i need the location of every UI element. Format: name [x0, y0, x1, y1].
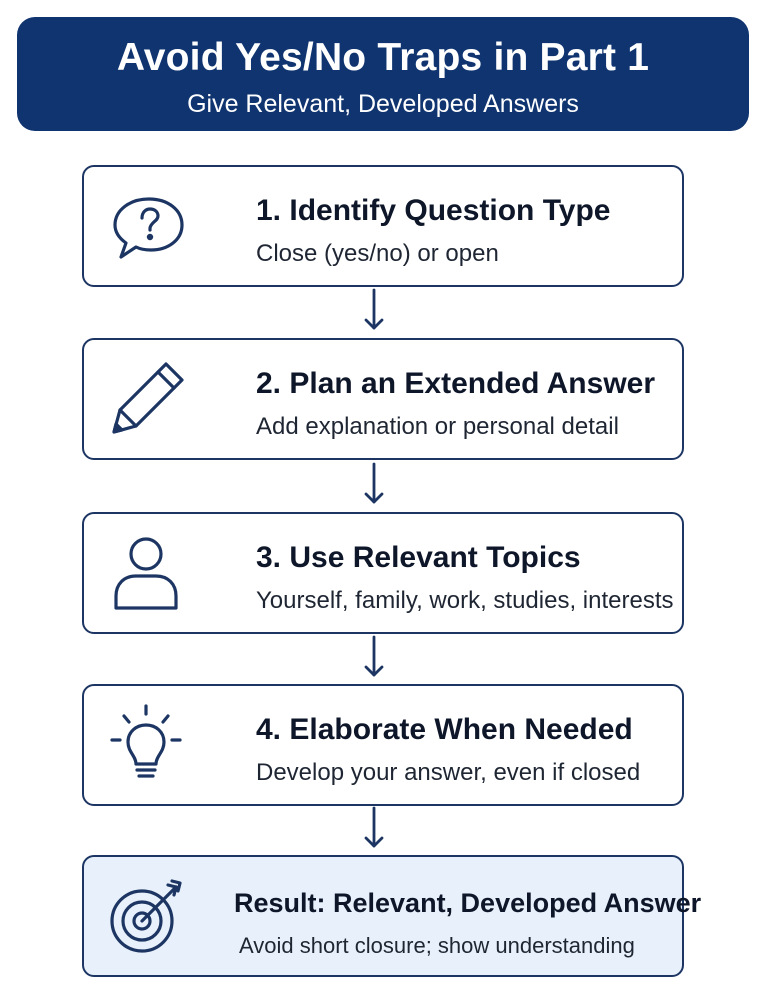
person-icon [106, 532, 186, 614]
step-4-card [82, 684, 684, 806]
target-icon [106, 875, 186, 957]
arrow-down-icon [363, 806, 385, 852]
step-2-title: 2. Plan an Extended Answer [256, 367, 656, 400]
arrow-down-icon [363, 635, 385, 681]
step-3-title: 3. Use Relevant Topics [256, 541, 581, 574]
step-2-description: Add explanation or personal detail [256, 413, 619, 440]
result-title: Result: Relevant, Developed Answer [234, 888, 702, 918]
lightbulb-icon [106, 704, 186, 786]
speech-bubble-question-icon [106, 185, 186, 267]
step-1-description: Close (yes/no) or open [256, 240, 499, 267]
result-card [82, 855, 702, 977]
step-2-card [82, 338, 684, 460]
step-1-title: 1. Identify Question Type [256, 194, 611, 227]
arrow-down-icon [363, 462, 385, 508]
step-3-description: Yourself, family, work, studies, interests [256, 587, 674, 614]
step-3-card [82, 512, 684, 634]
result-description: Avoid short closure; show understanding [239, 933, 635, 958]
diagram-title: Avoid Yes/No Traps in Part 1 [116, 36, 650, 79]
title-banner [17, 17, 749, 131]
step-4-title: 4. Elaborate When Needed [256, 713, 633, 746]
diagram-subtitle: Give Relevant, Developed Answers [187, 90, 579, 118]
step-1-card [82, 165, 684, 287]
arrow-down-icon [363, 288, 385, 334]
pencil-icon [106, 358, 186, 440]
step-4-description: Develop your answer, even if closed [256, 759, 641, 786]
